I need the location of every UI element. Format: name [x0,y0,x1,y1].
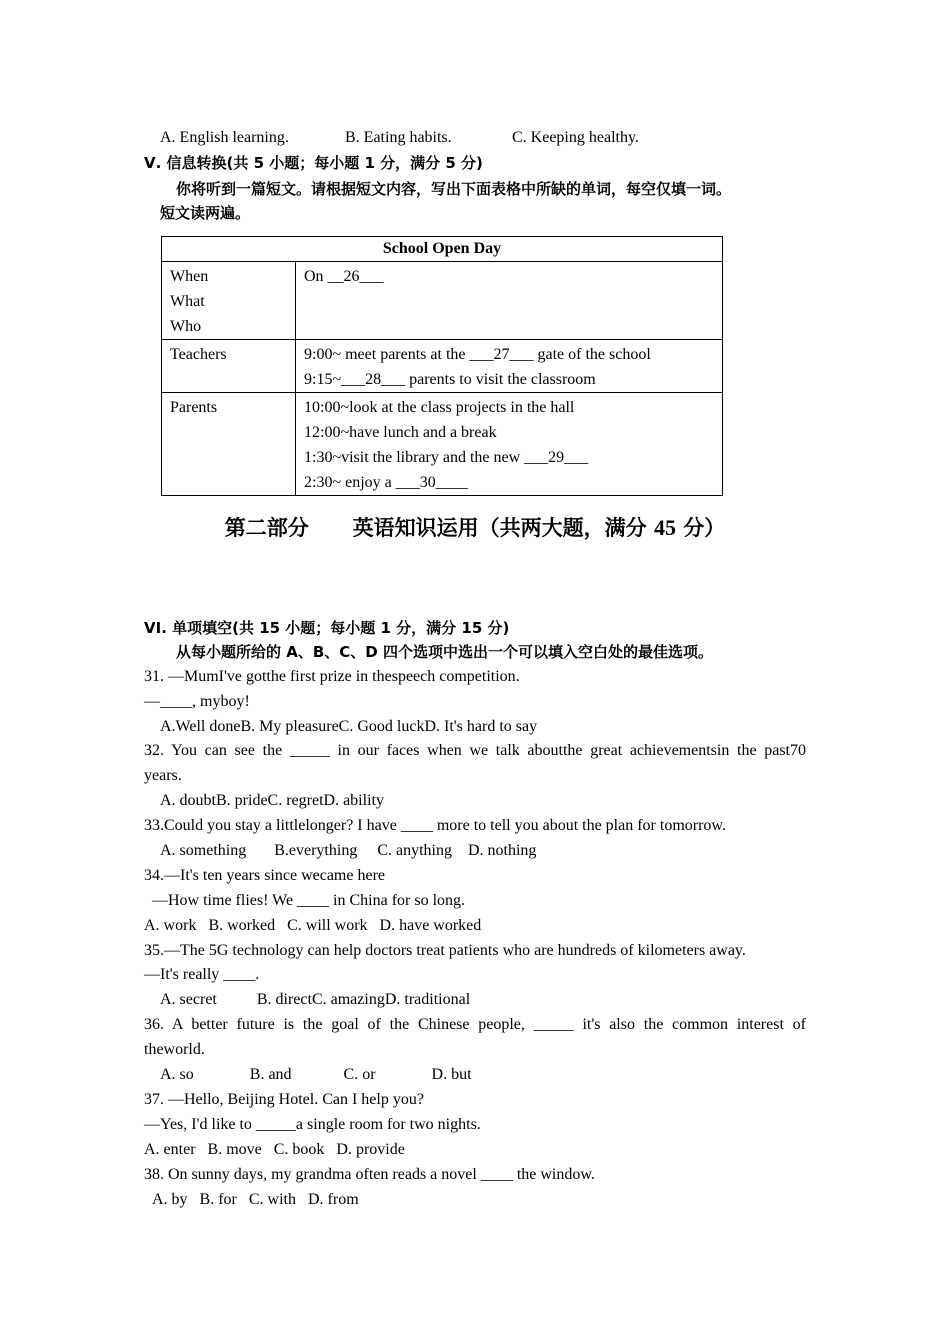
part-2-heading [0,512,950,542]
table-row [162,262,723,340]
option-b: B. Eating habits. [345,129,452,146]
part-2-score: 45 [653,515,676,540]
row-text: 9:00~ meet parents at the ___27___ gate of the school [304,346,651,363]
part-2-heading-text: 第二部分 英语知识运用（共两大题，满分 [224,516,654,540]
table-row [162,340,723,393]
answer-options: A. enter B. move C. book D. provide [144,1141,405,1158]
answer-options: A. something B.everything C. anything D. nothing [160,842,537,859]
question-line: 38. On sunny days, my grandma often reads a novel ____ the window. [144,1166,595,1183]
answer-options: A.Well doneB. My pleasureC. Good luckD. It's hard to say [160,718,538,735]
row-text: 1:30~visit the library and the new ___29___ [304,449,589,466]
section-5-heading: Ⅴ. 信息转换(共 5 小题；每小题 1 分，满分 5 分) [144,154,483,172]
section-5-instruction-cont: 短文读两遍。 [160,204,251,222]
table-title: School Open Day [162,237,723,262]
answer-options: A. by B. for C. with D. from [152,1191,359,1208]
row-label: What [170,293,205,310]
part-2-heading-end: 分） [675,516,726,540]
row-text: 2:30~ enjoy a ___30____ [304,474,468,491]
question-line: 33.Could you stay a littlelonger? I have ____ more to tell you about the plan for tomorrow. [144,817,726,834]
row-text: 10:00~look at the class projects in the hall [304,399,575,416]
row-label: Who [170,318,202,335]
question-line: —It's really ____. [144,966,260,983]
row-text: 12:00~have lunch and a break [304,424,497,441]
answer-options: A. doubtB. prideC. regretD. ability [160,792,384,809]
question-line: 35.—The 5G technology can help doctors treat patients who are hundreds of kilometers away. [144,942,746,959]
question-line: 37. —Hello, Beijing Hotel. Can I help you? [144,1091,424,1108]
section-6-heading: VI. 单项填空(共 15 小题；每小题 1 分，满分 15 分) [144,619,510,637]
option-a: A. English learning. [160,129,289,146]
table-row [162,393,723,496]
question-line: 34.—It's ten years since wecame here [144,867,385,884]
question-line: 31. —MumI've gotthe first prize in thespeech competition. [144,668,520,685]
question-line: 32. You can see the _____ in our faces when we talk aboutthe great achievementsin the past70 [144,742,806,759]
answer-options: A. work B. worked C. will work D. have worked [144,917,482,934]
answer-options: A. so B. and C. or D. but [160,1066,472,1083]
section-5-instruction: 你将听到一篇短文。请根据短文内容，写出下面表格中所缺的单词，每空仅填一词。 [176,180,732,198]
row-label: Parents [170,399,218,416]
question-line: —____, myboy! [144,693,250,710]
question-line: years. [144,767,182,784]
row-text: 9:15~___28___ parents to visit the classroom [304,371,596,388]
option-c: C. Keeping healthy. [512,129,639,146]
question-line: —How time flies! We ____ in China for so long. [152,892,466,909]
row-text: On __26___ [304,268,384,285]
section-6-instruction: 从每小题所给的 A、B、C、D 四个选项中选出一个可以填入空白处的最佳选项。 [176,643,713,661]
question-line: theworld. [144,1041,205,1058]
question-line: —Yes, I'd like to _____a single room for two nights. [144,1116,481,1133]
row-label: When [170,268,209,285]
answer-options: A. secret B. directC. amazingD. traditional [160,991,471,1008]
row-label: Teachers [170,346,227,363]
question-line: 36. A better future is the goal of the Chinese people, _____ it's also the common interest of [144,1016,806,1033]
school-open-day-table [161,236,723,496]
